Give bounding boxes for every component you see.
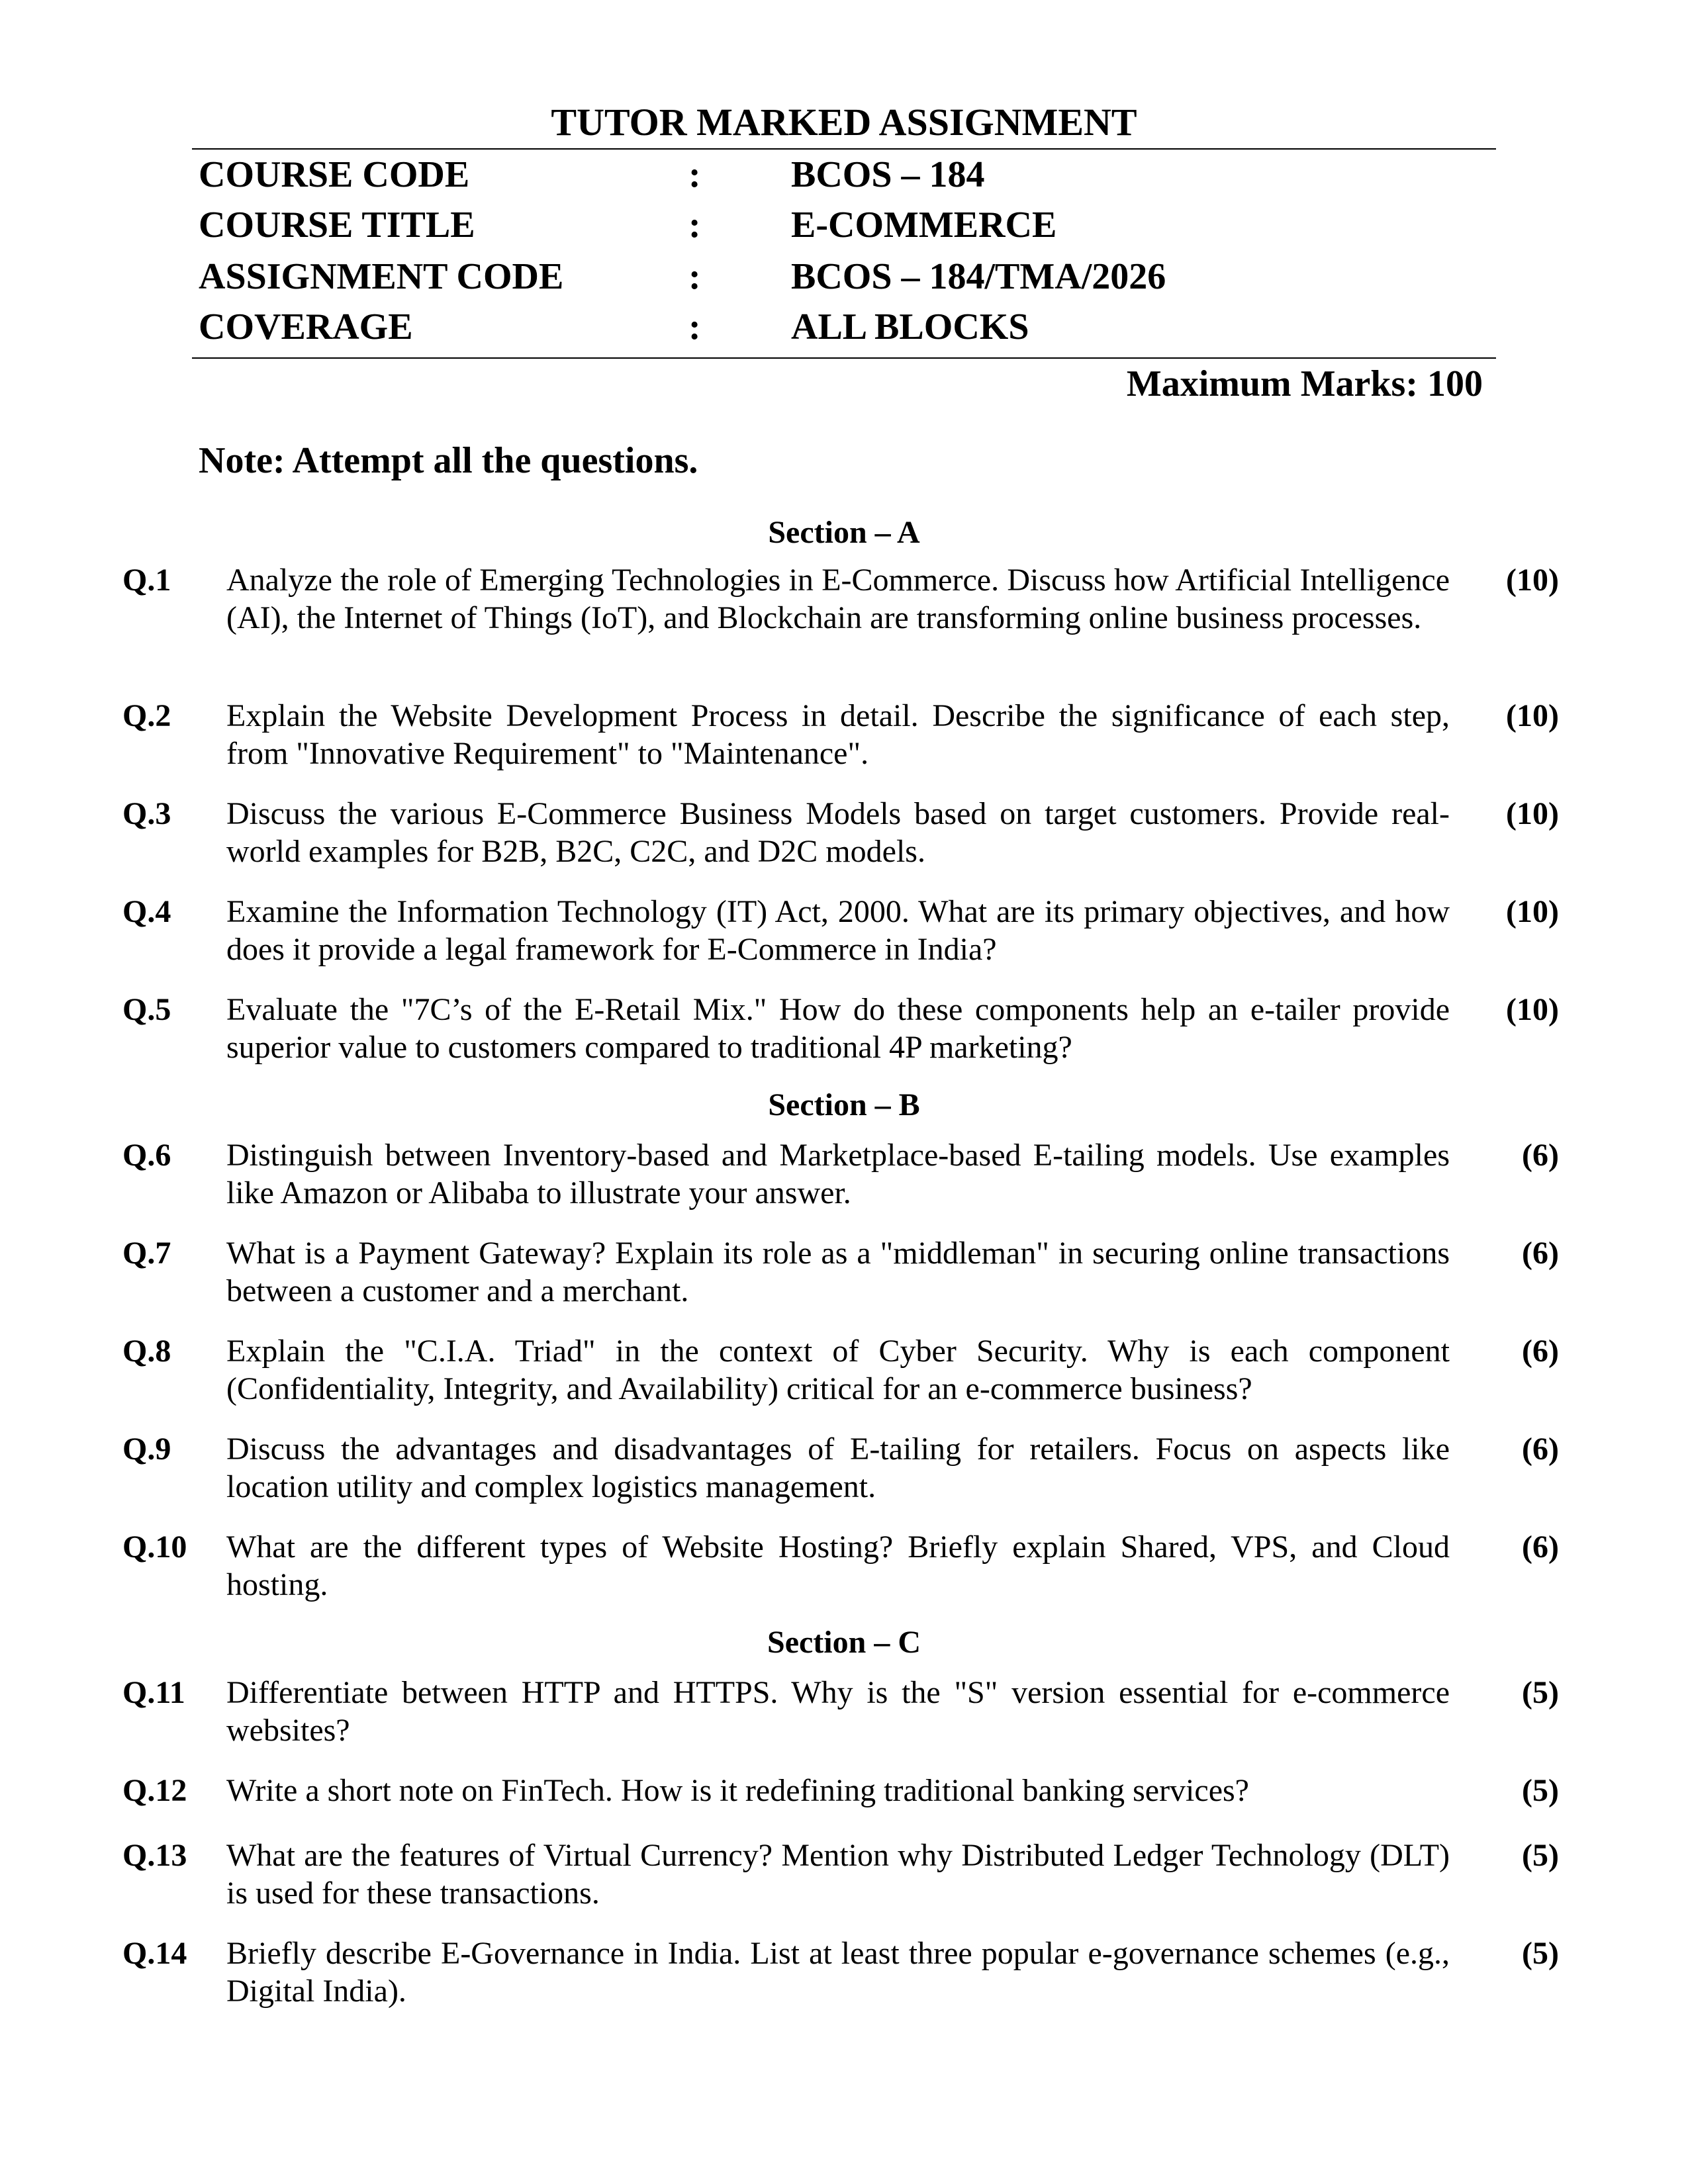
meta-value: BCOS – 184/TMA/2026 bbox=[791, 256, 1166, 297]
section-c-heading: Section – C bbox=[767, 1625, 921, 1660]
meta-label: COURSE CODE bbox=[199, 154, 470, 195]
question-text: Differentiate between HTTP and HTTPS. Why is the "S" version essential for e-commerce websites? bbox=[226, 1675, 1450, 1748]
question-marks: (10) bbox=[1506, 894, 1559, 929]
question-text: Write a short note on FinTech. How is it redefining traditional banking services? bbox=[226, 1773, 1249, 1808]
question-text: Distinguish between Inventory-based and Marketplace-based E-tailing models. Use examples like Amazon or Alibaba to illustrate your answer. bbox=[226, 1138, 1450, 1210]
meta-value: E-COMMERCE bbox=[791, 205, 1057, 246]
maximum-marks: Maximum Marks: 100 bbox=[1126, 363, 1483, 404]
question-number: Q.2 bbox=[122, 698, 171, 733]
question-number: Q.6 bbox=[122, 1138, 171, 1173]
question-number: Q.13 bbox=[122, 1838, 187, 1873]
question-text: What are the different types of Website Hosting? Briefly explain Shared, VPS, and Cloud hosting. bbox=[226, 1529, 1450, 1602]
question-number: Q.10 bbox=[122, 1529, 187, 1565]
page-title: TUTOR MARKED ASSIGNMENT bbox=[551, 101, 1137, 144]
question-text: Examine the Information Technology (IT) Act, 2000. What are its primary objectives, and how does it provide a legal framework for E-Commerce in India? bbox=[226, 894, 1450, 967]
meta-label: ASSIGNMENT CODE bbox=[199, 256, 564, 297]
question-number: Q.4 bbox=[122, 894, 171, 929]
question-marks: (6) bbox=[1522, 1334, 1559, 1369]
question-marks: (6) bbox=[1522, 1236, 1559, 1271]
question-marks: (10) bbox=[1506, 698, 1559, 733]
question-text: What are the features of Virtual Currency? Mention why Distributed Ledger Technology (DLT) is used for these transactions. bbox=[226, 1838, 1450, 1911]
meta-value: ALL BLOCKS bbox=[791, 306, 1029, 347]
question-number: Q.14 bbox=[122, 1936, 187, 1971]
question-text: Evaluate the "7C’s of the E-Retail Mix." How do these components help an e-tailer provide superior value to customers compared to traditional 4P marketing? bbox=[226, 992, 1450, 1065]
meta-separator: : bbox=[688, 205, 701, 246]
question-marks: (5) bbox=[1522, 1675, 1559, 1710]
meta-value: BCOS – 184 bbox=[791, 154, 985, 195]
meta-label: COVERAGE bbox=[199, 306, 413, 347]
question-text: Explain the "C.I.A. Triad" in the context of Cyber Security. Why is each component (Confidentiality, Integrity, and Availability) critical for an e-commerce business? bbox=[226, 1334, 1450, 1406]
course-code-row bbox=[199, 150, 1496, 200]
meta-separator: : bbox=[688, 306, 701, 347]
course-title-row bbox=[199, 200, 1496, 250]
question-marks: (6) bbox=[1522, 1432, 1559, 1467]
question-marks: (5) bbox=[1522, 1773, 1559, 1808]
question-number: Q.7 bbox=[122, 1236, 171, 1271]
question-number: Q.1 bbox=[122, 563, 171, 598]
question-text: Discuss the advantages and disadvantages of E-tailing for retailers. Focus on aspects like location utility and complex logistics management. bbox=[226, 1432, 1450, 1504]
question-text: Discuss the various E-Commerce Business Models based on target customers. Provide real-world examples for B2B, B2C, C2C, and D2C models. bbox=[226, 796, 1450, 869]
question-text: Briefly describe E-Governance in India. List at least three popular e-governance schemes (e.g., Digital India). bbox=[226, 1936, 1450, 2009]
question-number: Q.12 bbox=[122, 1773, 187, 1808]
question-marks: (5) bbox=[1522, 1936, 1559, 1971]
instructions-note: Note: Attempt all the questions. bbox=[199, 440, 698, 481]
meta-separator: : bbox=[688, 154, 701, 195]
coverage-row bbox=[199, 302, 1496, 352]
question-text: Analyze the role of Emerging Technologies in E-Commerce. Discuss how Artificial Intelligence (AI), the Internet of Things (IoT), and Blockchain are transforming online business processes. bbox=[226, 563, 1450, 635]
question-number: Q.5 bbox=[122, 992, 171, 1027]
meta-label: COURSE TITLE bbox=[199, 205, 475, 246]
question-number: Q.3 bbox=[122, 796, 171, 831]
question-text: Explain the Website Development Process in detail. Describe the significance of each step, from "Innovative Requirement" to "Maintenance". bbox=[226, 698, 1450, 771]
question-marks: (10) bbox=[1506, 563, 1559, 598]
section-a-heading: Section – A bbox=[768, 515, 920, 550]
question-number: Q.11 bbox=[122, 1675, 185, 1710]
question-number: Q.8 bbox=[122, 1334, 171, 1369]
question-text: What is a Payment Gateway? Explain its role as a "middleman" in securing online transactions between a customer and a merchant. bbox=[226, 1236, 1450, 1308]
question-marks: (6) bbox=[1522, 1138, 1559, 1173]
question-marks: (10) bbox=[1506, 796, 1559, 831]
question-marks: (6) bbox=[1522, 1529, 1559, 1565]
meta-separator: : bbox=[688, 256, 701, 297]
section-b-heading: Section – B bbox=[768, 1087, 920, 1122]
assignment-code-row bbox=[199, 251, 1496, 302]
question-marks: (10) bbox=[1506, 992, 1559, 1027]
question-number: Q.9 bbox=[122, 1432, 171, 1467]
question-marks: (5) bbox=[1522, 1838, 1559, 1873]
